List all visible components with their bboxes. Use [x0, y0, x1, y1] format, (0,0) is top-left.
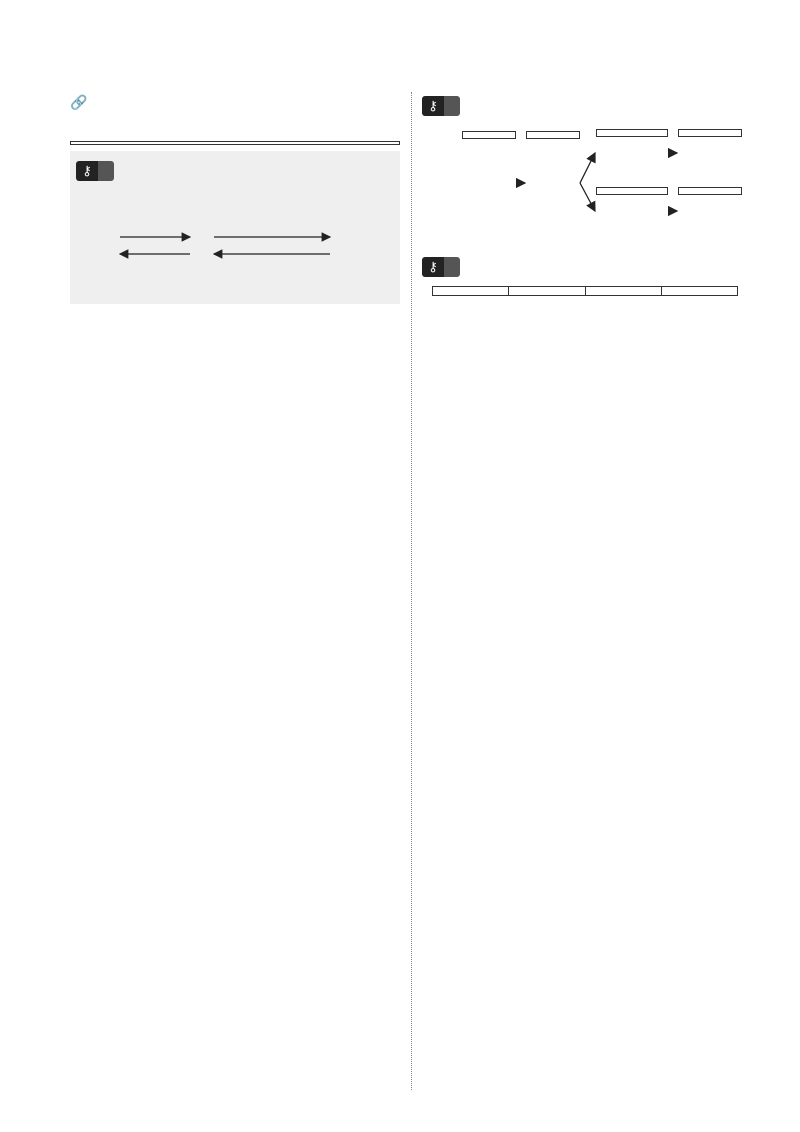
flow-box-changed	[596, 129, 668, 137]
tip-label	[76, 161, 114, 181]
key-icon: ⚷	[76, 161, 98, 181]
flow-arrows	[422, 125, 744, 241]
flow-box-static	[678, 187, 742, 195]
table-header-cell	[661, 287, 737, 296]
tip-label-text	[98, 161, 114, 181]
tip-label-text	[444, 257, 460, 277]
key-icon: ⚷	[422, 257, 444, 277]
table-header-row	[433, 287, 738, 296]
flow-box-unchanged	[596, 187, 668, 195]
more-questions-note	[70, 93, 400, 135]
quick-answers-box	[70, 141, 400, 145]
flow-box-relative	[526, 131, 580, 139]
flow-box-moving	[678, 129, 742, 137]
column-divider	[411, 92, 412, 1090]
motion-flowchart	[422, 125, 744, 241]
tip-label-text	[444, 96, 460, 116]
table-header-cell	[433, 287, 509, 296]
energy-diagram	[76, 190, 394, 298]
table-header-cell	[509, 287, 585, 296]
tip-label-2	[422, 257, 460, 277]
energy-arrows	[76, 190, 394, 298]
flow-box-determine	[462, 131, 516, 139]
tip-label	[422, 96, 460, 116]
table-header-cell	[585, 287, 661, 296]
right-column	[422, 90, 744, 296]
link-icon: 🔗	[70, 95, 88, 111]
left-column	[70, 90, 400, 304]
tip-box	[70, 151, 400, 304]
light-phenomena-table	[432, 286, 738, 296]
key-icon: ⚷	[422, 96, 444, 116]
